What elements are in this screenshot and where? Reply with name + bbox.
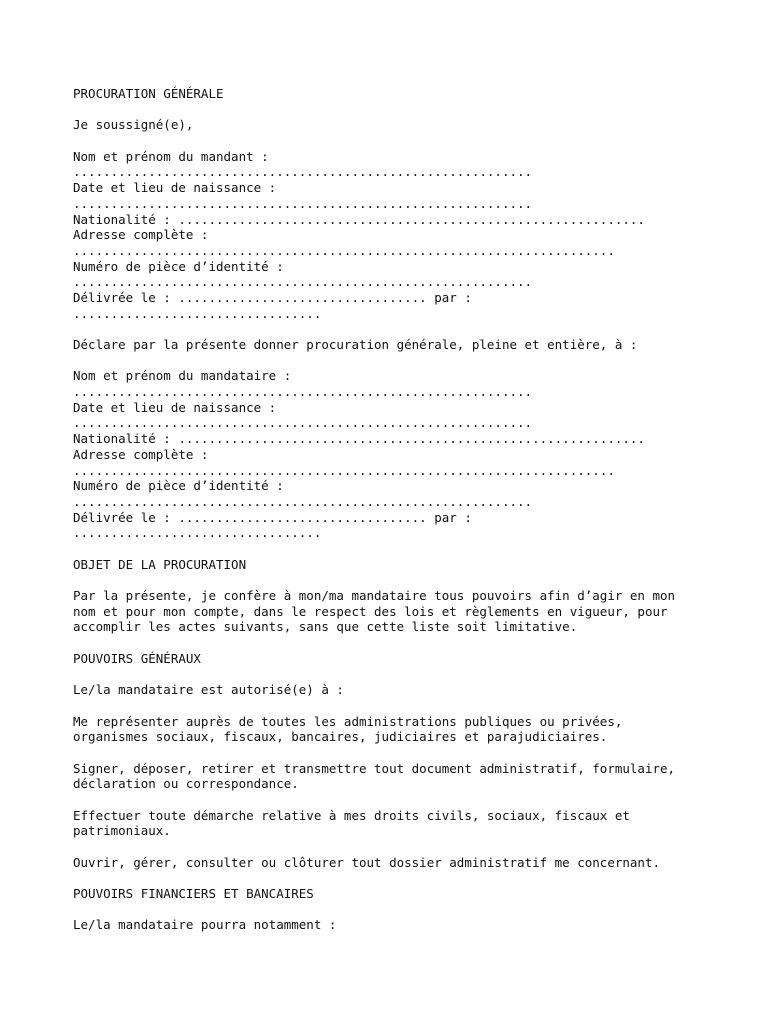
mandant-birth-blank: ............................................................. <box>73 195 533 211</box>
document-title: PROCURATION GÉNÉRALE <box>73 86 224 101</box>
mandant-birth-label: Date et lieu de naissance : <box>73 180 277 196</box>
mandant-id-label: Numéro de pièce d’identité : <box>73 258 284 274</box>
mandant-issued: Délivrée le : ................................. par : <box>73 289 472 305</box>
mandant-address-blank: ........................................................................ <box>73 242 615 258</box>
pouvoir-item-line: déclaration ou correspondance. <box>73 776 299 792</box>
mandataire-address-blank: ........................................................................ <box>73 462 615 478</box>
mandataire-address-label: Adresse complète : <box>73 446 209 462</box>
objet-line: nom et pour mon compte, dans le respect des lois et règlements en vigueur, pour <box>73 603 668 619</box>
mandataire-issued-blank: ................................. <box>73 525 322 541</box>
mandataire-birth-label: Date et lieu de naissance : <box>73 399 277 415</box>
pouvoir-item <box>73 761 753 792</box>
financiers-heading: POUVOIRS FINANCIERS ET BANCAIRES <box>73 886 314 902</box>
financiers-intro: Le/la mandataire pourra notamment : <box>73 917 337 933</box>
objet-heading: OBJET DE LA PROCURATION <box>73 556 247 572</box>
declaration-text: Déclare par la présente donner procuration générale, pleine et entière, à : <box>73 337 638 352</box>
mandant-nationality: Nationalité : .............................................................. <box>73 211 645 227</box>
mandataire-section <box>73 368 753 541</box>
pouvoirs-generaux-intro: Le/la mandataire est autorisé(e) à : <box>73 682 344 698</box>
mandataire-id-label: Numéro de pièce d’identité : <box>73 478 284 494</box>
document-page <box>73 86 753 933</box>
pouvoirs-generaux-heading: POUVOIRS GÉNÉRAUX <box>73 650 201 666</box>
mandant-section <box>73 149 753 322</box>
mandataire-nationality: Nationalité : .............................................................. <box>73 431 645 447</box>
pouvoir-item-line: patrimoniaux. <box>73 823 171 839</box>
objet-line: accomplir les actes suivants, sans que cette liste soit limitative. <box>73 619 578 635</box>
mandant-address-label: Adresse complète : <box>73 227 209 243</box>
pouvoir-item-line: organismes sociaux, fiscaux, bancaires, judiciaires et parajudiciaires. <box>73 729 608 745</box>
mandataire-name-blank: ............................................................. <box>73 384 533 400</box>
mandataire-name-label: Nom et prénom du mandataire : <box>73 368 292 384</box>
mandataire-issued: Délivrée le : ................................. par : <box>73 509 472 525</box>
intro-text: Je soussigné(e), <box>73 117 194 133</box>
mandant-name-label: Nom et prénom du mandant : <box>73 148 269 164</box>
pouvoir-item <box>73 714 753 745</box>
objet-paragraph <box>73 588 753 635</box>
mandataire-id-blank: ............................................................. <box>73 493 533 509</box>
mandant-name-blank: ............................................................. <box>73 164 533 180</box>
pouvoir-item: Ouvrir, gérer, consulter ou clôturer tout dossier administratif me concernant. <box>73 854 660 870</box>
mandant-issued-blank: ................................. <box>73 305 322 321</box>
pouvoir-item-line: Effectuer toute démarche relative à mes droits civils, sociaux, fiscaux et <box>73 807 630 823</box>
pouvoir-item <box>73 808 753 839</box>
objet-line: Par la présente, je confère à mon/ma mandataire tous pouvoirs afin d’agir en mon <box>73 588 676 603</box>
pouvoir-item-line: Me représenter auprès de toutes les administrations publiques ou privées, <box>73 713 623 729</box>
mandataire-birth-blank: ............................................................. <box>73 415 533 431</box>
pouvoir-item-line: Signer, déposer, retirer et transmettre tout document administratif, formulaire, <box>73 760 676 776</box>
mandant-id-blank: ............................................................. <box>73 274 533 290</box>
